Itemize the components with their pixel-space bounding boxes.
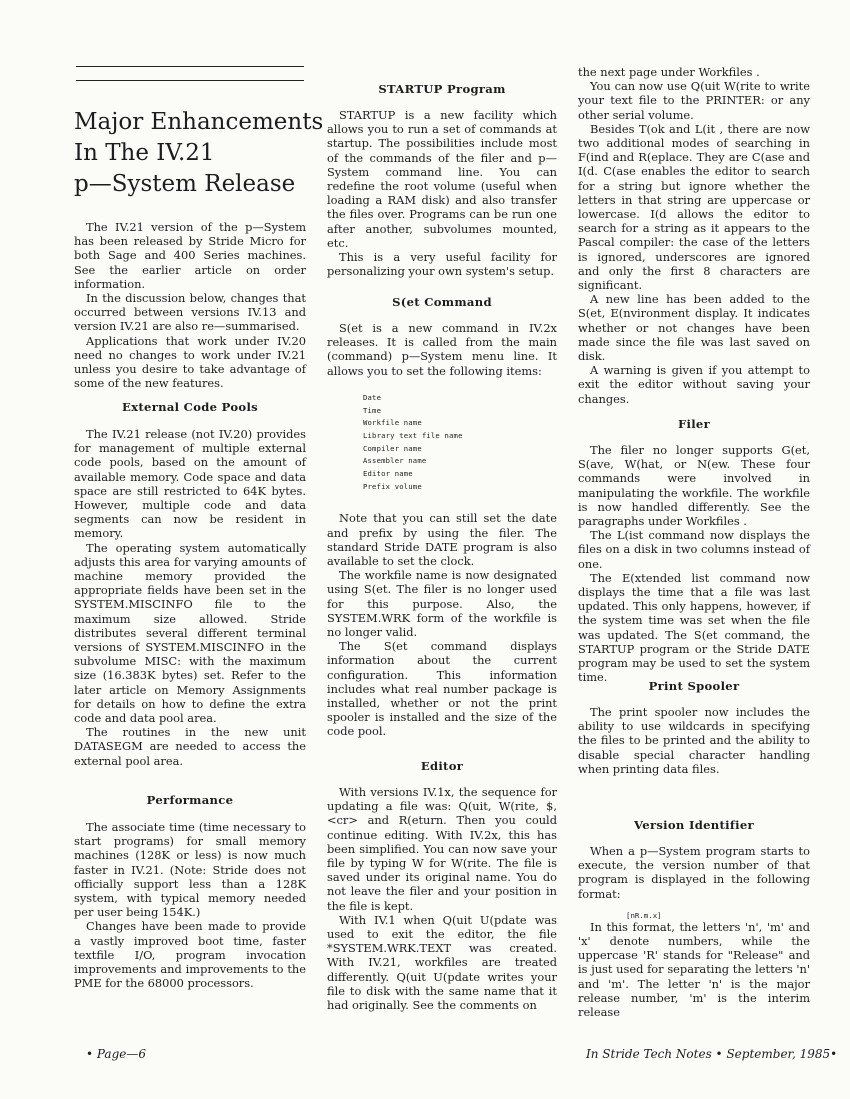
list-item: Prefix volume	[363, 481, 422, 491]
list-item: Compiler name	[363, 443, 422, 453]
section-heading: STARTUP Program	[378, 82, 506, 96]
paragraph: When a p—System program starts to execute, the version number of that program is displayed in the following format:	[578, 844, 810, 901]
section-startup	[327, 82, 557, 278]
list-item: Editor name	[363, 469, 413, 479]
intro-section	[74, 220, 306, 390]
section-heading: S(et Command	[392, 295, 492, 309]
list-item: Date	[363, 392, 382, 402]
section-performance	[74, 793, 306, 990]
list-item: Library text file name	[363, 430, 463, 440]
paragraph: The IV.21 version of the p—System has been released by Stride Micro for both Sage and 400 Series machines. See the earlier article on order information.	[74, 220, 306, 291]
title-rule-top	[76, 66, 304, 67]
paragraph: The associate time (time necessary to start programs) for small memory machines (128K or less) is now much faster in IV.21. (Note: Stride does not officially support less than a 128K system, with typical memory needed per user being 154K.)	[74, 820, 306, 920]
paragraph: STARTUP is a new facility which allows you to run a set of commands at startup. The possibilities include most of the commands of the filer and p—System command line. You can redefine the root volume (useful when loading a RAM disk) and also transfer the files over. Programs can be run one after another, subvolumes mounted, etc.	[327, 108, 557, 250]
paragraph: With versions IV.1x, the sequence for updating a file was: Q(uit, W(rite, $, <cr> and R(eturn. Then you could continue editing. With IV.2x, this has been simplified. You can now save your file by typing W for W(rite. The file is saved under its original name. You do not leave the filer and your position in the file is kept.	[327, 785, 557, 913]
editor-continued	[578, 65, 810, 406]
paragraph: In this format, the letters 'n', 'm' and 'x' denote numbers, while the uppercase 'R' stands for "Release" and is just used for separating the letters 'n' and 'm'. The letter 'n' is the major release number, 'm' is the interim release	[578, 919, 810, 1020]
paragraph: The S(et command displays information about the current configuration. This information includes what real number package is installed, whether or not the print spooler is installed and the size of the code pool.	[327, 639, 557, 739]
section-heading: Editor	[420, 759, 464, 773]
paragraph: Note that you can still set the date and prefix by using the filer. The standard Stride DATE program is also available to set the clock.	[327, 511, 557, 569]
section-version-identifier	[578, 818, 810, 1019]
paragraph: the next page under Workfiles .	[578, 65, 760, 79]
paragraph: Applications that work under IV.20 need no changes to work under IV.21 unless you desire to take advantage of some of the new features.	[74, 333, 306, 391]
paragraph: A new line has been added to the S(et, E(nvironment display. It indicates whether or not changes have been made since the file was last saved on disk.	[578, 292, 810, 364]
paragraph: You can now use Q(uit W(rite to write your text file to the PRINTER: or any other serial volume.	[578, 79, 810, 122]
section-heading: Filer	[677, 417, 711, 431]
paragraph: S(et is a new command in IV.2x releases. It is called from the main (command) p—System menu line. It allows you to set the following items:	[327, 321, 557, 378]
section-set-command	[327, 295, 557, 739]
paragraph: The print spooler now includes the ability to use wildcards in specifying the files to be printed and the ability to disable special character handling when printing data files.	[578, 705, 810, 776]
section-external-code-pools	[74, 400, 306, 768]
section-filer	[578, 417, 810, 684]
paragraph: The IV.21 release (not IV.20) provides for management of multiple external code pools, based on the amount of available memory. Code space and data space are still restricted to 64K bytes. However, multiple code and data segments can now be resident in memory.	[74, 427, 306, 541]
section-heading: Performance	[146, 793, 234, 807]
publication-footer: In Stride Tech Notes • September, 1985•	[586, 1047, 838, 1061]
paragraph: The operating system automatically adjusts this area for varying amounts of machine memory provided the appropriate fields have been set in the SYSTEM.MISCINFO file to the maximum size allowed. Stride distributes several different terminal versions of SYSTEM.MISCINFO in the subvolume MISC: with the maximum size (16.383K bytes) set. Refer to the later article on Memory Assignments for details on how to define the extra code and data pool area.	[74, 540, 306, 726]
title-rule-bottom	[76, 80, 304, 81]
paragraph: The routines in the new unit DATASEGM are needed to access the external pool area.	[74, 725, 306, 768]
paragraph: The E(xtended list command now displays the time that a file was last updated. This only happens, however, if the system time was set when the file was updated. The S(et command, the STARTUP program or the Stride DATE program may be used to set the system time.	[578, 570, 810, 685]
title-line: In The IV.21	[74, 140, 215, 166]
section-heading: Version Identifier	[634, 818, 754, 832]
paragraph: The workfile name is now designated using S(et. The filer is no longer used for this purpose. Also, the SYSTEM.WRK form of the workfile is no longer valid.	[327, 568, 557, 640]
title-line: Major Enhancements	[74, 109, 324, 135]
section-heading: Print Spooler	[648, 679, 740, 693]
version-format: [nR.m.x]	[626, 910, 662, 920]
list-item: Workfile name	[363, 418, 422, 428]
paragraph: The filer no longer supports G(et, S(ave, W(hat, or N(ew. These four commands were involved in manipulating the workfile. The workfile is now handled differently. See the paragraphs under Workfiles .	[578, 443, 810, 529]
section-heading: External Code Pools	[122, 400, 258, 414]
paragraph: Besides T(ok and L(it , there are now two additional modes of searching in F(ind and R(eplace. They are C(ase and I(d. C(ase enables the editor to search for a string but ignore whether the letters in that string are uppercase or lowercase. I(d allows the editor to search for a string as it appears to the Pascal compiler: the case of the letters is ignored, underscores are ignored and only the first 8 characters are significant.	[578, 121, 810, 293]
set-items-list	[327, 392, 557, 494]
page-number: • Page—6	[86, 1047, 146, 1061]
list-item: Assembler name	[363, 456, 427, 466]
section-print-spooler	[578, 679, 810, 776]
list-item: Time	[363, 405, 382, 415]
paragraph: This is a very useful facility for personalizing your own system's setup.	[327, 250, 557, 279]
article-title	[74, 107, 324, 200]
paragraph: Changes have been made to provide a vastly improved boot time, faster textfile I/O, program invocation improvements and improvements to the PME for the 68000 processors.	[74, 919, 306, 991]
paragraph: A warning is given if you attempt to exit the editor without saving your changes.	[578, 363, 810, 406]
paragraph: The L(ist command now displays the files on a disk in two columns instead of one.	[578, 528, 810, 571]
title-line: p—System Release	[74, 171, 296, 197]
paragraph: With IV.1 when Q(uit U(pdate was used to exit the editor, the file *SYSTEM.WRK.TEXT was created. With IV.21, workfiles are treated differently. Q(uit U(pdate writes your file to disk with the same name that it had originally. See the comments on	[327, 912, 557, 1013]
paragraph: In the discussion below, changes that occurred between versions IV.13 and version IV.21 are also re—summarised.	[74, 291, 306, 334]
section-editor	[327, 759, 557, 1012]
